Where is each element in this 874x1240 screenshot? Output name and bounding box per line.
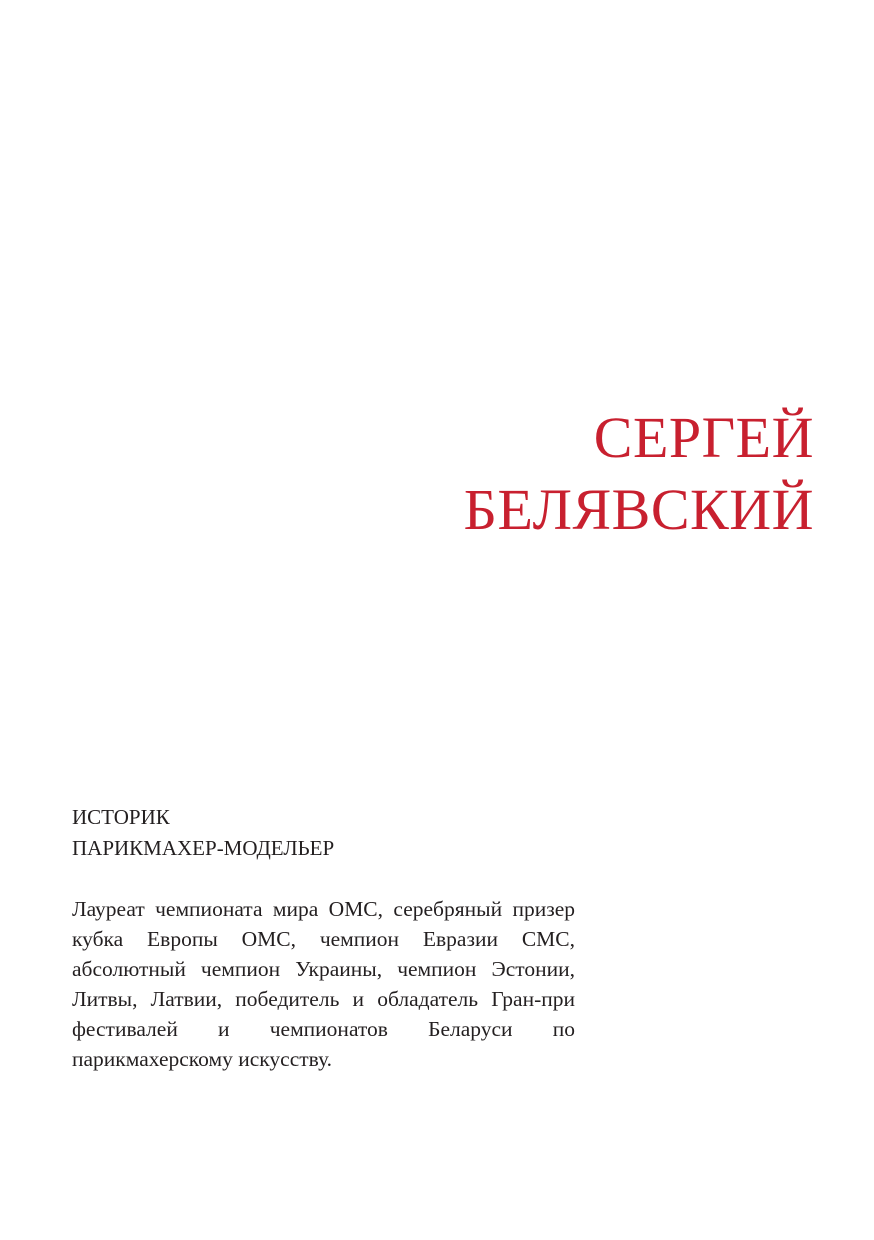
bio-paragraph: Лауреат чемпионата мира ОМС, серебряный призер кубка Европы ОМС, чемпион Евразии СМС, абсолютный чемпион Украины, чемпион Эстонии, Литвы, Латвии, победитель и обладатель Гран-при фестивалей и чемпионатов Беларуси по парикмахерскому искусству. [72,897,575,1071]
roles-list [72,802,592,864]
person-name [464,402,814,546]
role-historian: ИСТОРИК [72,805,170,829]
role-hairdresser: ПАРИКМАХЕР-МОДЕЛЬЕР [72,836,335,860]
last-name: БЕЛЯВСКИЙ [463,477,814,542]
first-name: СЕРГЕЙ [593,405,814,470]
